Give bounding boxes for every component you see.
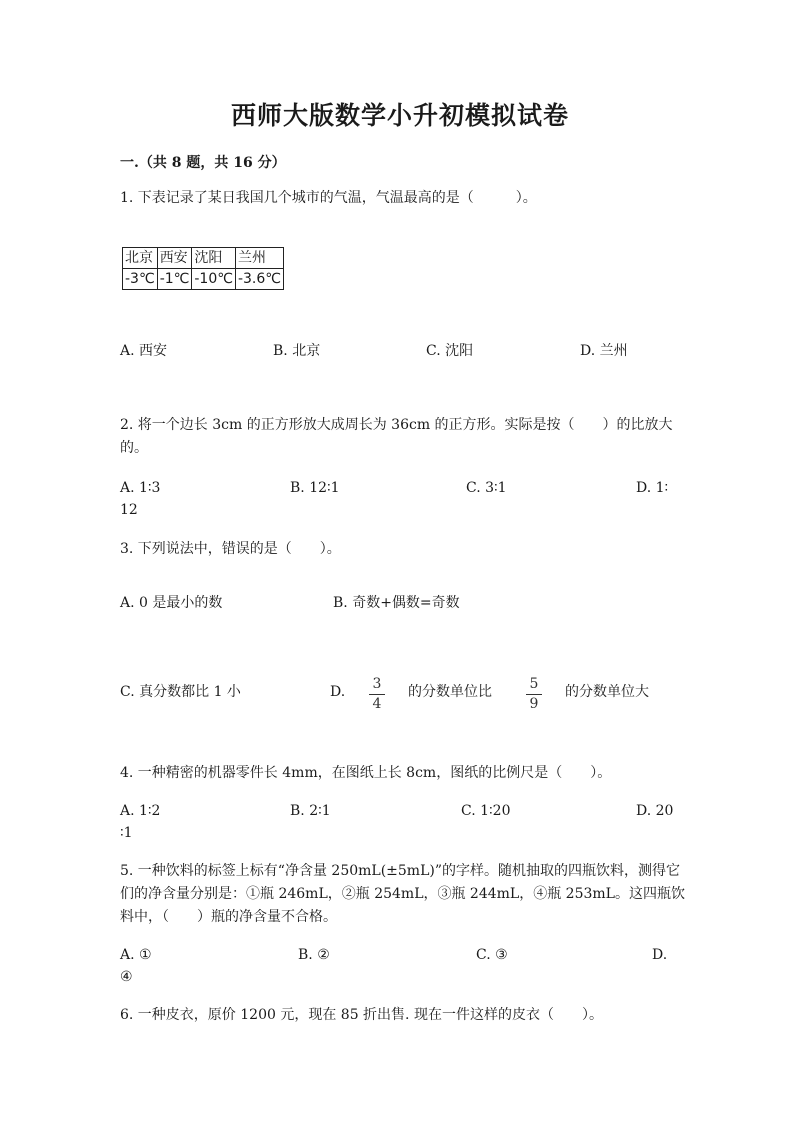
q4-option-c: C. 1∶20 — [461, 803, 511, 819]
section-heading: 一.（共 8 题，共 16 分） — [120, 155, 286, 171]
q4-option-a: A. 1∶2 — [120, 803, 161, 819]
table-cell-temp: -3℃ — [123, 269, 158, 290]
table-row — [123, 248, 284, 269]
table-cell-temp: -10℃ — [192, 269, 236, 290]
fraction-bar — [526, 694, 542, 695]
q2-option-d: D. 1∶ — [636, 480, 669, 496]
table-cell-city: 兰州 — [235, 248, 283, 269]
city-temperature-table — [122, 247, 284, 290]
q2-option-d-wrap: 12 — [120, 502, 138, 518]
q3-option-d-middle: 的分数单位比 — [408, 684, 492, 700]
fraction-denominator: 4 — [372, 696, 382, 712]
fraction-bar — [369, 694, 385, 695]
q4-option-d: D. 20 — [636, 803, 674, 819]
q3-option-d: D. — [330, 684, 346, 700]
question-1-text: 1. 下表记录了某日我国几个城市的气温，气温最高的是（ ）。 — [120, 190, 537, 206]
fraction-five-ninths — [526, 676, 542, 713]
q2-option-b: B. 12∶1 — [290, 480, 340, 496]
table-row — [123, 269, 284, 290]
table-cell-city: 沈阳 — [192, 248, 236, 269]
q4-option-b: B. 2∶1 — [290, 803, 331, 819]
question-4-text: 4. 一种精密的机器零件长 4mm，在图纸上长 8cm，图纸的比例尺是（ ）。 — [120, 765, 612, 781]
q5-option-b: B. ② — [298, 947, 330, 963]
q1-option-d: D. 兰州 — [580, 343, 628, 359]
q2-option-c: C. 3∶1 — [466, 480, 507, 496]
fraction-three-fourths — [369, 676, 385, 713]
question-6-text: 6. 一种皮衣，原价 1200 元，现在 85 折出售. 现在一件这样的皮衣（ ）。 — [120, 1007, 603, 1023]
q5-option-d: D. — [652, 947, 668, 963]
q4-option-d-wrap: ∶1 — [120, 825, 133, 841]
q3-option-a: A. 0 是最小的数 — [120, 595, 223, 611]
q5-option-d-wrap: ④ — [120, 969, 133, 985]
fraction-numerator: 5 — [529, 676, 539, 692]
table-cell-temp: -1℃ — [157, 269, 192, 290]
q5-option-a: A. ① — [120, 947, 152, 963]
q3-option-d-end: 的分数单位大 — [565, 684, 649, 700]
question-3-text: 3. 下列说法中，错误的是（ ）。 — [120, 541, 341, 557]
q3-option-c: C. 真分数都比 1 小 — [120, 684, 241, 700]
table-cell-city: 西安 — [157, 248, 192, 269]
q1-option-a: A. 西安 — [120, 343, 168, 359]
table-cell-temp: -3.6℃ — [235, 269, 283, 290]
question-2-text: 2. 将一个边长 3cm 的正方形放大成周长为 36cm 的正方形。实际是按（ ）的比放大的。 — [120, 417, 673, 456]
fraction-numerator: 3 — [372, 676, 382, 692]
question-5-text: 5. 一种饮料的标签上标有“净含量 250mL(±5mL)”的字样。随机抽取的四瓶饮料，测得它们的净含量分别是：①瓶 246mL，②瓶 254mL，③瓶 244mL，④瓶 253mL。这四瓶饮料中，（ ）瓶的净含量不合格。 — [120, 863, 685, 925]
table-cell-city: 北京 — [123, 248, 158, 269]
q5-option-c: C. ③ — [476, 947, 508, 963]
q2-option-a: A. 1∶3 — [120, 480, 161, 496]
page-title: 西师大版数学小升初模拟试卷 — [230, 101, 569, 130]
q1-option-b: B. 北京 — [273, 343, 321, 359]
fraction-denominator: 9 — [529, 696, 539, 712]
q3-option-b: B. 奇数+偶数=奇数 — [333, 595, 460, 611]
q1-option-c: C. 沈阳 — [426, 343, 474, 359]
